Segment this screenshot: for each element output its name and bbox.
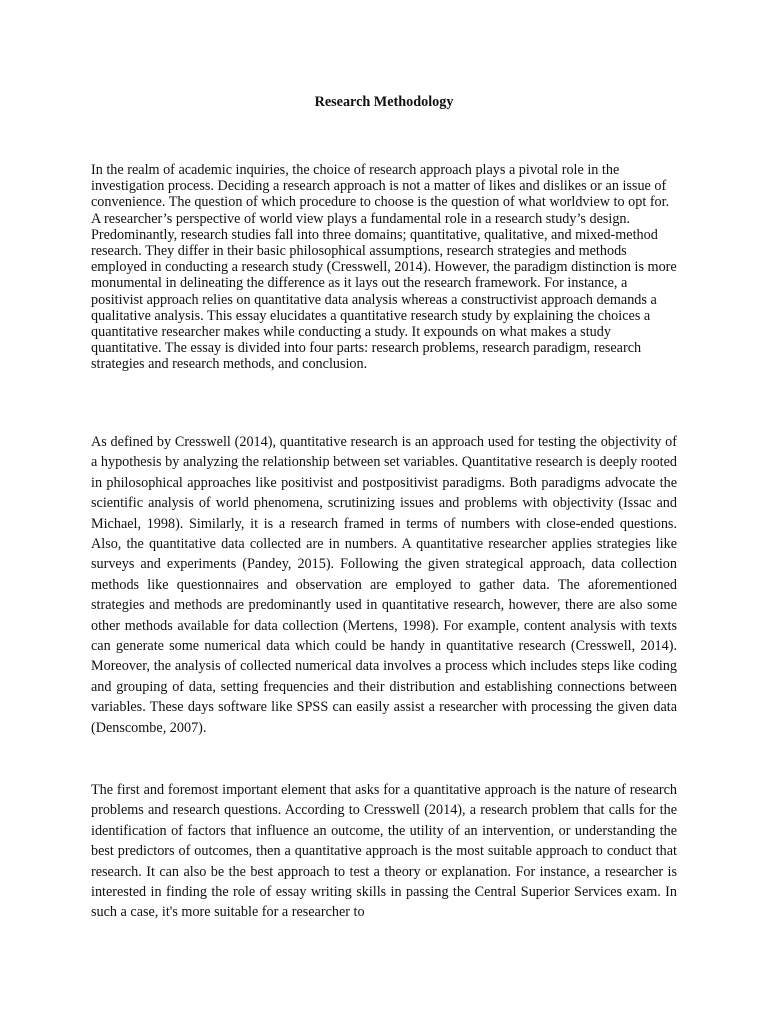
paragraph-research-problems: The first and foremost important element that asks for a quantitative approach is the nature of research problems and research questions. According to Cresswell (2014), a research problem that calls for the identification of factors that influence an outcome, the utility of an intervention, or understanding the best predictors of outcomes, then a quantitative approach is the most suitable approach to conduct that research. It can also be the best approach to test a theory or explanation. For instance, a researcher is interested in finding the role of essay writing skills in passing the Central Superior Services exam. In such a case, it's more suitable for a researcher to (91, 782, 677, 921)
paragraph-quantitative-definition: As defined by Cresswell (2014), quantitative research is an approach used for testing the objectivity of a hypothesis by analyzing the relationship between set variables. Quantitative research is deeply rooted in philosophical approaches like positivist and postpositivist paradigms. Both paradigms advocate the scientific analysis of world phenomena, scrutinizing issues and problems with objectivity (Issac and Michael, 1998). Similarly, it is a research framed in terms of numbers with close-ended questions. Also, the quantitative data collected are in numbers. A quantitative researcher applies strategies like surveys and experiments (Pandey, 2015). Following the given strategical approach, data collection methods like questionnaires and observation are employed to gather data. The aforementioned strategies and methods are predominantly used in quantitative research, however, there are also some other methods available for data collection (Mertens, 1998). For example, content analysis with texts can generate some numerical data which could be handy in quantitative research (Cresswell, 2014). Moreover, the analysis of collected numerical data involves a process which includes steps like coding and grouping of data, setting frequencies and their distribution and establishing connections between variables. These days software like SPSS can easily assist a researcher with processing the given data (Denscombe, 2007). (91, 434, 677, 736)
document-title: Research Methodology (314, 94, 454, 110)
paragraph-introduction: In the realm of academic inquiries, the choice of research approach plays a pivotal role in the investigation process. Deciding a research approach is not a matter of likes and dislikes or an issue of convenience. The question of which procedure to choose is the question of what worldview to opt for. A researcher’s perspective of world view plays a fundamental role in a research study’s design. Predominantly, research studies fall into three domains; quantitative, qualitative, and mixed-method research. They differ in their basic philosophical assumptions, research strategies and methods employed in conducting a research study (Cresswell, 2014). However, the paradigm distinction is more monumental in delineating the difference as it lays out the research framework. For instance, a positivist approach relies on quantitative data analysis whereas a constructivist approach demands a qualitative analysis. This essay elucidates a quantitative research study by explaining the choices a quantitative researcher makes while conducting a study. It expounds on what makes a study quantitative. The essay is divided into four parts: research problems, research paradigm, research strategies and research methods, and conclusion. (91, 162, 677, 373)
